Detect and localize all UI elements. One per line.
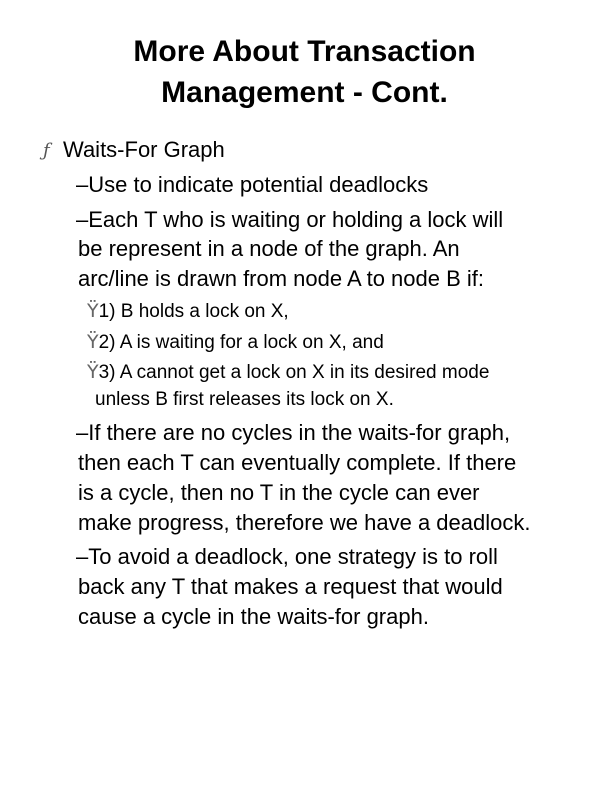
sub-bullet-line xyxy=(87,331,384,354)
title-line-2: Management - Cont. xyxy=(161,76,448,109)
title-line-1: More About Transaction xyxy=(133,35,476,68)
bullet-text-line: back any T that makes a request that would xyxy=(78,574,503,599)
bullet-text-line: then each T can eventually complete. If there xyxy=(78,450,517,475)
bullet-text-line: is a cycle, then no T in the cycle can ever xyxy=(78,480,480,505)
bullet-text-line: be represent in a node of the graph. An xyxy=(78,236,460,261)
sub-bullet-text-continued: unless B first releases its lock on X. xyxy=(95,389,394,410)
level1-bullet-icon: ƒ xyxy=(43,140,50,161)
bullet-text-line: arc/line is drawn from node A to node B if: xyxy=(78,266,485,291)
bullet-text-line: –Each T who is waiting or holding a lock will xyxy=(76,207,504,232)
bullet-text-line: make progress, therefore we have a deadlock. xyxy=(78,510,531,535)
bullet-text-line: –Use to indicate potential deadlocks xyxy=(76,172,429,197)
sub-bullet-text: 2) A is waiting for a lock on X, and xyxy=(98,332,384,353)
sub-bullet-text: 3) A cannot get a lock on X in its desired mode xyxy=(98,362,490,383)
sub-bullet-icon: Ÿ xyxy=(87,300,99,322)
bullet-text-line: cause a cycle in the waits-for graph. xyxy=(78,604,429,629)
sub-bullet-icon: Ÿ xyxy=(87,361,99,383)
sub-bullet-line xyxy=(87,361,489,384)
bullet-text-line: –To avoid a deadlock, one strategy is to roll xyxy=(76,544,498,569)
level1-heading: Waits-For Graph xyxy=(63,137,225,162)
bullet-text-line: –If there are no cycles in the waits-for graph, xyxy=(76,420,511,445)
sub-bullet-line xyxy=(87,300,289,323)
slide-title xyxy=(0,31,609,113)
sub-bullet-text: 1) B holds a lock on X, xyxy=(98,301,289,322)
sub-bullet-icon: Ÿ xyxy=(87,331,99,353)
